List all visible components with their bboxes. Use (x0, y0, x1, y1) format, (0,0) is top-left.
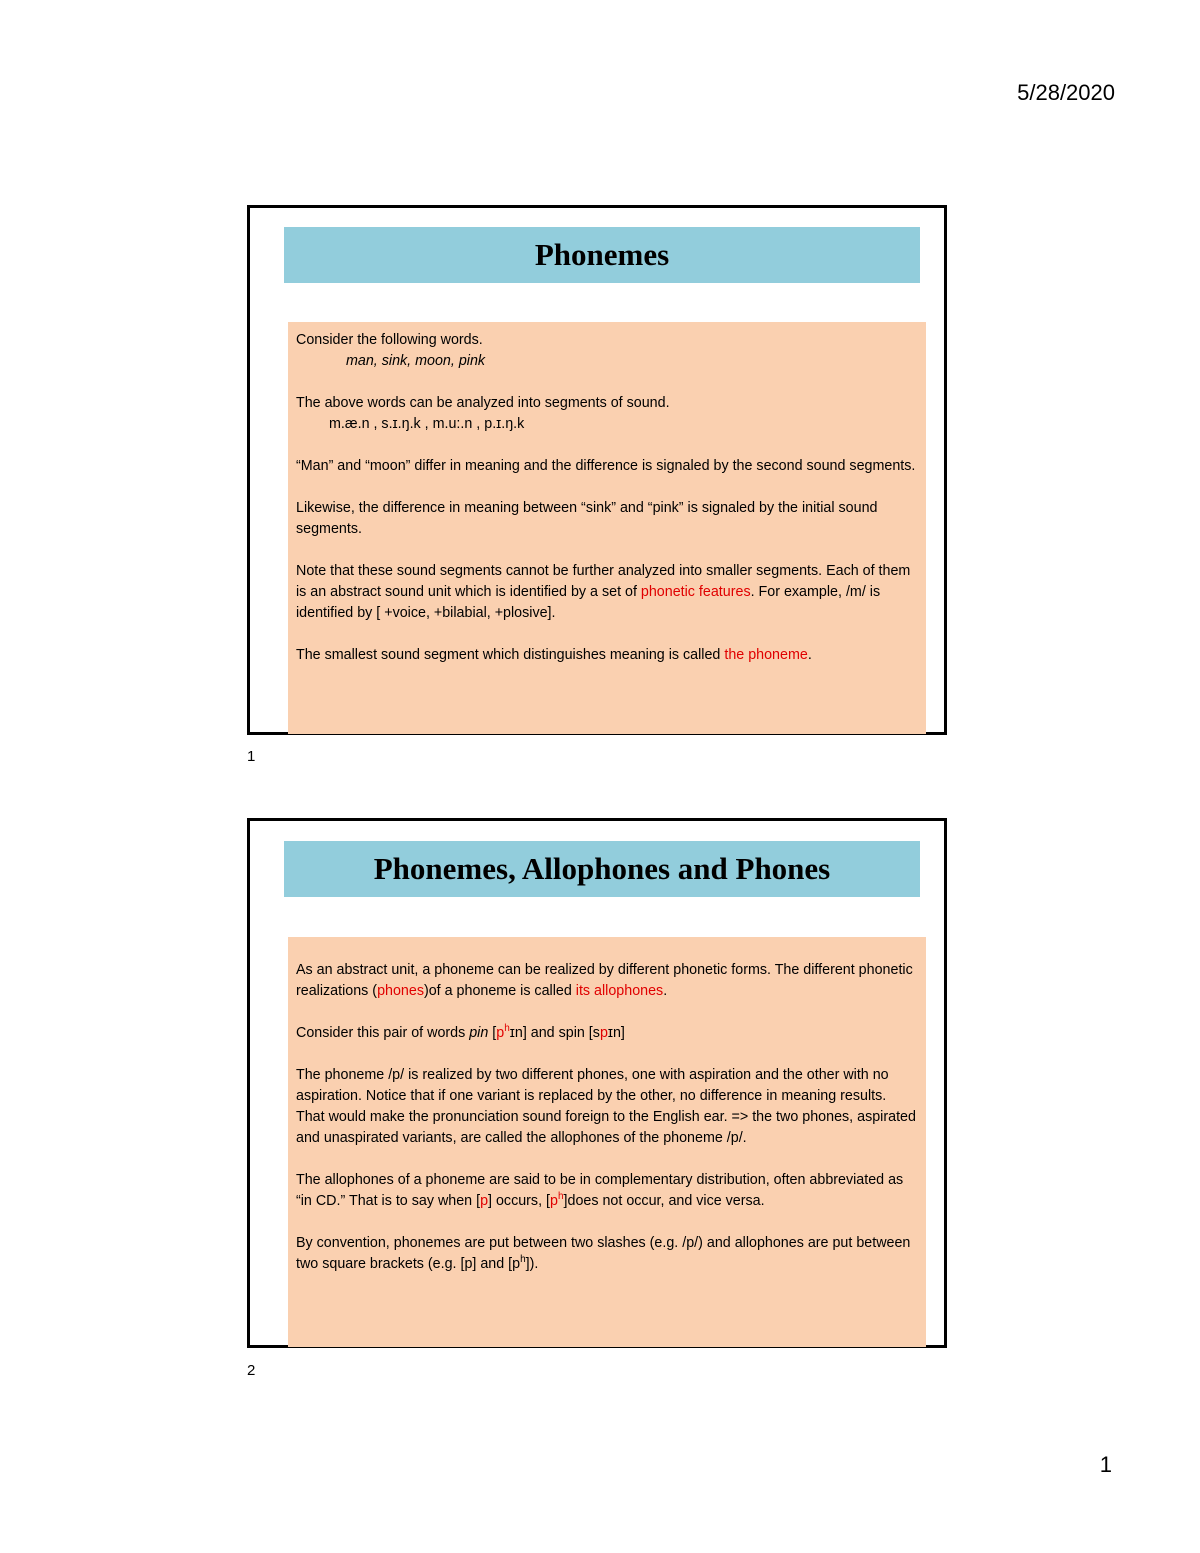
text-paragraph: By convention, phonemes are put between two slashes (e.g. /p/) and allophones are put between two square brackets (e.g. [p] and $[p^h]$). (296, 1235, 911, 1272)
highlight-term: $p^h$ (550, 1191, 564, 1209)
slide-title-bar (284, 841, 920, 897)
slide-1 (247, 205, 947, 735)
highlight-term: the phoneme (724, 647, 808, 663)
text-paragraph: “Man” and “moon” differ in meaning and the difference is signaled by the second sound segments. (296, 458, 916, 474)
example-words: man, sink, moon, pink (346, 353, 486, 369)
text-paragraph: The phoneme /p/ is realized by two different phones, one with aspiration and the other with no aspiration. Notice that if one variant is replaced by the other, no difference in meaning results. That would make the pronunciation sound foreign to the English ear. => the two phones, aspirated and unaspirated variants, are called the allophones of the phoneme /p/. (296, 1067, 916, 1146)
text-paragraph: Note that these sound segments cannot be further analyzed into smaller segments. Each of them is an abstract sound unit which is identified by a set of phonetic features. For example, /m/ is identified by [ +voice, +bilabial, +plosive]. (296, 563, 911, 621)
text-paragraph: Likewise, the difference in meaning between “sink” and “pink” is signaled by the initial sound segments. (296, 500, 878, 537)
text-line: Consider this pair of words pin $[p^hɪn]$ and spin [spɪn] (296, 1023, 625, 1041)
slide-title: Phonemes (534, 237, 670, 272)
segment-transcription: m.æ.n , s.ɪ.ŋ.k , m.u:.n , p.ɪ.ŋ.k (329, 416, 525, 432)
highlight-term: phones (377, 983, 424, 999)
highlight-term: phonetic features (640, 584, 751, 600)
text-line: The above words can be analyzed into segments of sound. (296, 395, 670, 411)
slide-body (288, 322, 926, 734)
text-paragraph: The smallest sound segment which distinguishes meaning is called the phoneme. (296, 647, 812, 663)
slide-title: Phonemes, Allophones and Phones (373, 851, 831, 886)
highlight-term: its allophones (575, 983, 664, 999)
slide-2 (247, 818, 947, 1348)
highlight-term: p (599, 1025, 608, 1041)
slide-number: 2 (247, 1362, 256, 1379)
highlight-term: p (480, 1193, 489, 1209)
highlight-term: $p^h$ (496, 1023, 510, 1041)
text-paragraph: As an abstract unit, a phoneme can be realized by different phonetic forms. The different phonetic realizations (phones)of a phoneme is called its allophones. (296, 962, 913, 999)
text-line: Consider the following words. (296, 332, 483, 348)
page-date: 5/28/2020 (1017, 80, 1115, 105)
slide-number: 1 (247, 748, 256, 765)
slide-body (288, 937, 926, 1347)
slide-title-bar (284, 227, 920, 283)
page-number: 1 (1099, 1452, 1112, 1477)
text-paragraph: The allophones of a phoneme are said to be in complementary distribution, often abbreviated as “in CD.” That is to say when [p] occurs, $[p^h]does$ not occur, and vice versa. (296, 1172, 904, 1209)
